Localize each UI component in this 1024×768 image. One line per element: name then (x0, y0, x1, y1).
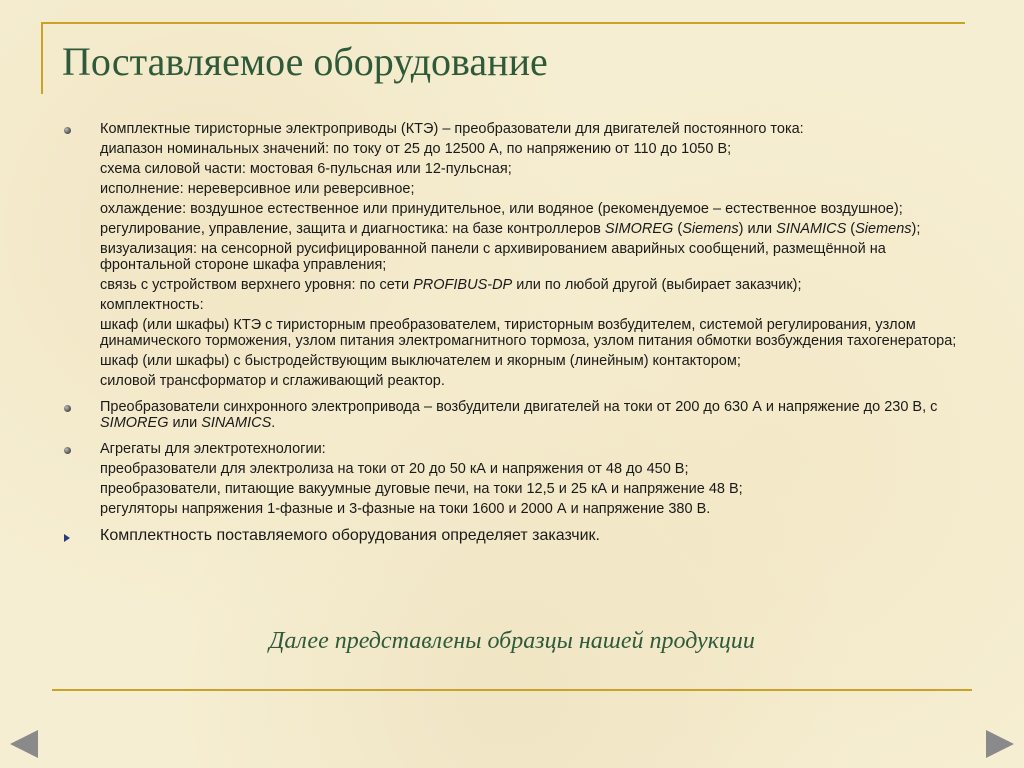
bottom-rule (52, 689, 972, 691)
text-run: шкаф (или шкафы) КТЭ с тиристорным преобразователем, тиристорным возбудителем, системой регулирования, узлом динамического торможения, узлом питания электромагнитного тормоза, узлом питания обмотки возбуждения тахогенератора; (100, 317, 957, 349)
bullet-item (64, 399, 964, 431)
text-run: преобразователи, питающие вакуумные дуговые печи, на токи 12,5 и 25 кА и напряжение 48 В; (100, 481, 743, 497)
text-run: или (168, 415, 202, 431)
text-run: регуляторы напряжения 1-фазные и 3-фазные на токи 1600 и 2000 А и напряжение 380 В. (100, 501, 711, 517)
italic-term: SIMOREG (100, 415, 169, 431)
left-arrow-icon[interactable] (10, 730, 38, 758)
italic-term: Siemens (682, 221, 739, 237)
italic-term: SINAMICS (776, 221, 847, 237)
text-run: охлаждение: воздушное естественное или принудительное, или водяное (рекомендуемое – естественное воздушное); (100, 201, 903, 217)
bullet-list (64, 121, 964, 555)
italic-term: PROFIBUS-DP (413, 277, 513, 293)
footer-caption: Далее представлены образцы нашей продукции (269, 628, 755, 654)
text-run: ); (911, 221, 921, 237)
text-run: Преобразователи синхронного электропривода – возбудители двигателей на токи от 200 до 630 А и напряжение до 230 В, с (100, 399, 938, 415)
text-run: . (271, 415, 276, 431)
text-run: Комплектные тиристорные электроприводы (КТЭ) – преобразователи для двигателей постоянного тока: (100, 121, 804, 137)
text-run: схема силовой части: мостовая 6-пульсная или 12-пульсная; (100, 161, 512, 177)
round-bullet-icon (64, 447, 71, 454)
bullet-line (100, 527, 964, 545)
italic-term: Siemens (855, 221, 912, 237)
bullet-item (64, 527, 964, 545)
bullet-line (100, 297, 964, 313)
bullet-line (100, 201, 964, 217)
bullet-line (100, 399, 964, 431)
text-run: силовой трансформатор и сглаживающий реактор. (100, 373, 445, 389)
text-run: регулирование, управление, защита и диагностика: на базе контроллеров (100, 221, 605, 237)
bullet-line (100, 181, 964, 197)
text-run: комплектность: (100, 297, 204, 313)
bullet-line (100, 141, 964, 157)
arrow-bullet-icon (64, 534, 70, 542)
page-title: Поставляемое оборудование (62, 39, 548, 84)
text-run: связь с устройством верхнего уровня: по сети (100, 277, 414, 293)
bullet-line (100, 441, 964, 457)
text-run: ( (846, 221, 856, 237)
text-run: Агрегаты для электротехнологии: (100, 441, 326, 457)
text-run: Комплектность поставляемого оборудования определяет заказчик. (100, 527, 600, 544)
bullet-line (100, 161, 964, 177)
bullet-line (100, 501, 964, 517)
text-run: визуализация: на сенсорной русифицированной панели с архивированием аварийных сообщений, размещённой на фронтальной стороне шкафа управления; (100, 241, 886, 273)
bullet-line (100, 121, 964, 137)
text-run: исполнение: нереверсивное или реверсивное; (100, 181, 415, 197)
text-run: или по любой другой (выбирает заказчик); (512, 277, 802, 293)
text-run: диапазон номинальных значений: по току от 25 до 12500 А, по напряжению от 110 до 1050 В; (100, 141, 732, 157)
right-arrow-icon[interactable] (986, 730, 1014, 758)
bullet-item (64, 121, 964, 389)
round-bullet-icon (64, 405, 71, 412)
bullet-line (100, 373, 964, 389)
top-rule (41, 22, 965, 24)
bullet-line (100, 461, 964, 477)
text-run: шкаф (или шкафы) с быстродействующим выключателем и якорным (линейным) контактором; (100, 353, 741, 369)
bullet-line (100, 353, 964, 369)
text-run: преобразователи для электролиза на токи от 20 до 50 кА и напряжения от 48 до 450 В; (100, 461, 689, 477)
bullet-line (100, 241, 964, 273)
bullet-line (100, 481, 964, 497)
bullet-item (64, 441, 964, 517)
bullet-line (100, 221, 964, 237)
left-rule (41, 22, 43, 94)
italic-term: SIMOREG (604, 221, 674, 237)
round-bullet-icon (64, 127, 71, 134)
bullet-line (100, 277, 964, 293)
bullet-line (100, 317, 964, 349)
text-run: ) или (738, 221, 777, 237)
text-run: ( (673, 221, 683, 237)
italic-term: SINAMICS (201, 415, 272, 431)
